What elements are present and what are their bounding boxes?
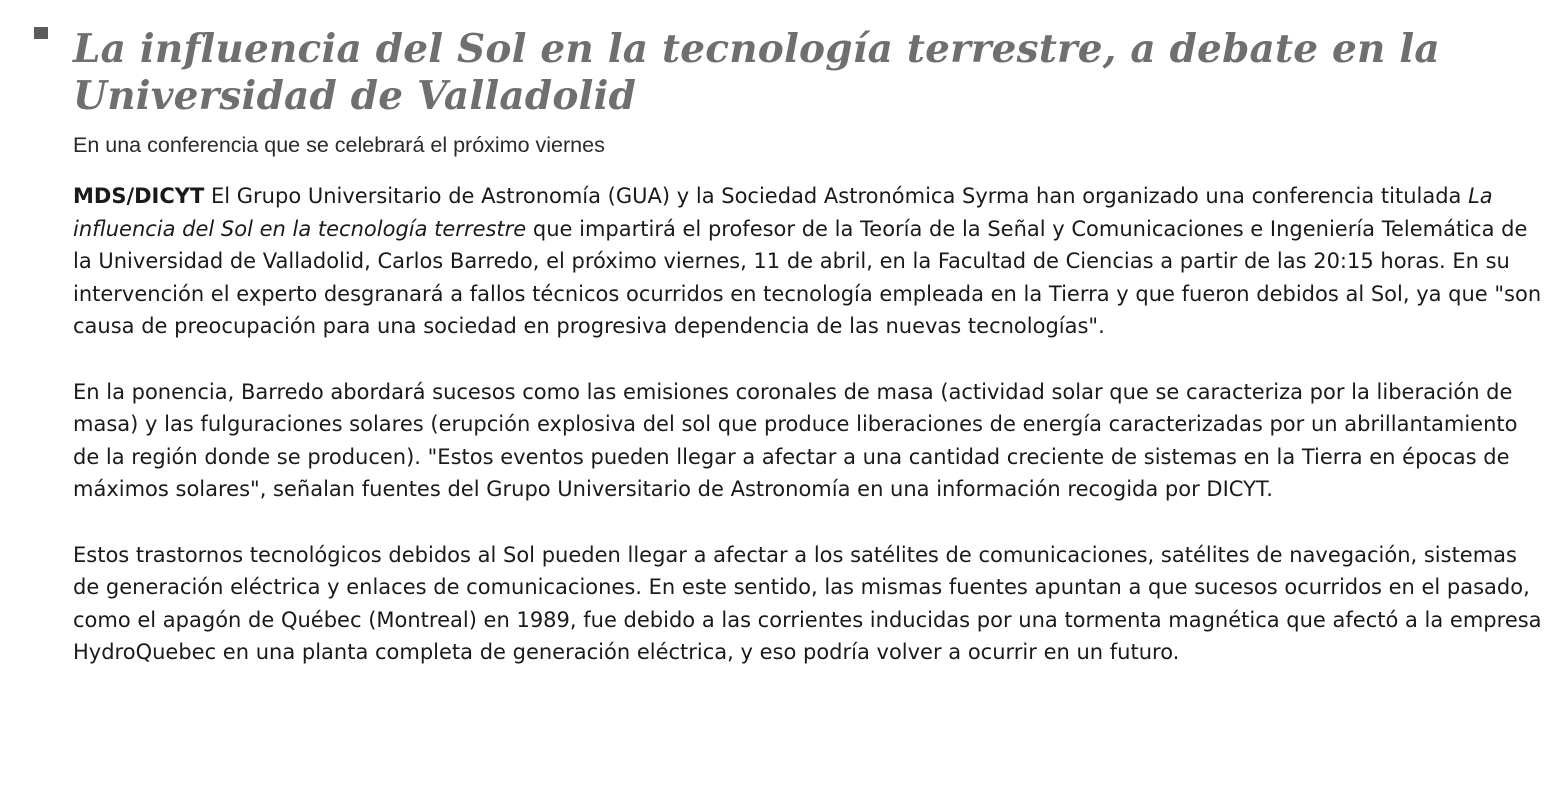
- paragraph-1: [73, 180, 1543, 343]
- subtitle: En una conferencia que se celebrará el próximo viernes: [73, 133, 605, 157]
- conference-title: La influencia del Sol en la tecnología terrestre: [73, 184, 1493, 241]
- headline: La influencia del Sol en la tecnología terrestre, a debate en la Universidad de Valladolid: [73, 26, 1440, 119]
- dateline: MDS/DICYT: [73, 184, 205, 208]
- paragraph-1-text-a: El Grupo Universitario de Astronomía (GUA) y la Sociedad Astronómica Syrma han organizado una conferencia titulada: [204, 184, 1469, 208]
- paragraph-1-text-b: que impartirá el profesor de la Teoría de la Señal y Comunicaciones e Ingeniería Telemática de la Universidad de Valladolid, Carlos Barredo, el próximo viernes, 11 de abril, en la Facultad de Ciencias a partir de las 20:15 horas. En su intervención el experto desgranará a fallos técnicos ocurridos en tecnología empleada en la Tierra y que fueron debidos al Sol, ya que "son causa de preocupación para una sociedad en progresiva dependencia de las nuevas tecnologías".: [73, 216, 1542, 339]
- headline-bullet-icon: [34, 27, 48, 39]
- paragraph-2: En la ponencia, Barredo abordará sucesos como las emisiones coronales de masa (actividad solar que se caracteriza por la liberación de masa) y las fulguraciones solares (erupción explosiva del sol que produce liberaciones de energía caracterizadas por un abrillantamiento de la región donde se producen). "Estos eventos pueden llegar a afectar a una cantidad creciente de sistemas en la Tierra en épocas de máximos solares", señalan fuentes del Grupo Universitario de Astronomía en una información recogida por DICYT.: [73, 379, 1518, 502]
- paragraph-3: Estos trastornos tecnológicos debidos al Sol pueden llegar a afectar a los satélites de comunicaciones, satélites de navegación, sistemas de generación eléctrica y enlaces de comunicaciones. En este sentido, las mismas fuentes apuntan a que sucesos ocurridos en el pasado, como el apagón de Québec (Montreal) en 1989, fue debido a las corrientes inducidas por una tormenta magnética que afectó a la empresa HydroQuebec en una planta completa de generación eléctrica, y eso podría volver a ocurrir en un futuro.: [73, 542, 1542, 665]
- article-body: [73, 180, 1543, 702]
